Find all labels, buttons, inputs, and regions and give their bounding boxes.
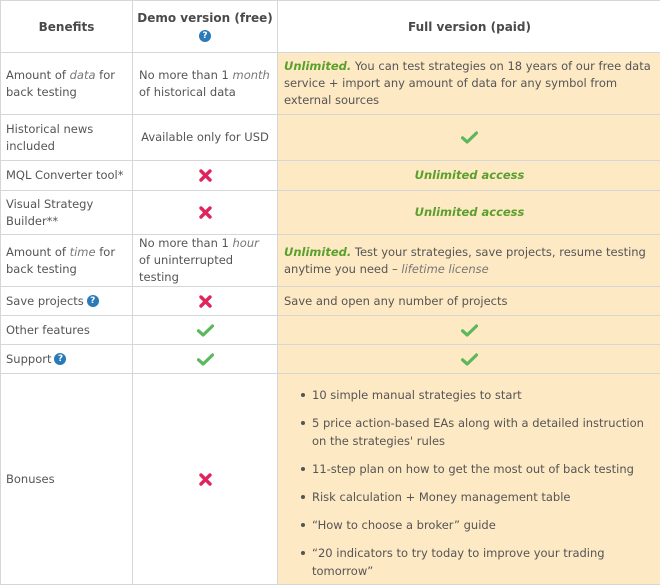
help-icon[interactable]: ? <box>199 30 211 42</box>
benefit-cell <box>1 235 133 287</box>
check-icon <box>461 324 478 337</box>
header-full: Full version (paid) <box>278 1 660 53</box>
list-item: “20 indicators to try today to improve your trading tomorrow” <box>312 544 655 580</box>
list-item: 5 price action-based EAs along with a detailed instruction on the strategies' rules <box>312 414 655 450</box>
cross-icon <box>199 295 212 308</box>
benefit-text: Amount of <box>6 245 70 259</box>
demo-cell <box>133 374 278 585</box>
full-cell: Save and open any number of projects <box>278 287 660 316</box>
benefit-cell: Other features <box>1 316 133 345</box>
cross-icon <box>199 169 212 182</box>
benefit-cell: Historical news included <box>1 115 133 161</box>
full-strong: Unlimited. <box>284 59 351 73</box>
demo-cell <box>133 287 278 316</box>
demo-cell <box>133 316 278 345</box>
benefit-cell <box>1 53 133 115</box>
full-text: Unlimited access <box>415 168 525 182</box>
row-other <box>1 316 660 345</box>
list-item: “How to choose a broker” guide <box>312 516 655 534</box>
full-text: Test your strategies, save projects, resume testing anytime you need – <box>284 245 646 276</box>
full-cell <box>278 345 660 374</box>
list-item: 10 simple manual strategies to start <box>312 386 655 404</box>
cross-icon <box>199 206 212 219</box>
full-cell <box>278 53 660 115</box>
benefit-emphasis: time <box>70 245 96 259</box>
row-bonuses <box>1 374 660 585</box>
help-icon[interactable]: ? <box>87 295 99 307</box>
full-cell <box>278 374 660 585</box>
row-data-amount <box>1 53 660 115</box>
demo-text-end: of historical data <box>139 85 236 99</box>
row-support <box>1 345 660 374</box>
benefit-text: Support <box>6 352 51 366</box>
row-time-amount <box>1 235 660 287</box>
full-text: You can test strategies on 18 years of our free data service + import any amount of data for any symbol from external sources <box>284 59 651 107</box>
demo-cell <box>133 235 278 287</box>
benefit-cell <box>1 345 133 374</box>
demo-emphasis: month <box>233 68 270 82</box>
header-benefits: Benefits <box>1 1 133 53</box>
check-icon <box>461 353 478 366</box>
benefit-text-end: for back testing <box>6 245 115 276</box>
full-cell <box>278 161 660 191</box>
benefit-emphasis: data <box>70 68 96 82</box>
full-emphasis: lifetime license <box>401 262 488 276</box>
benefit-cell: Bonuses <box>1 374 133 585</box>
full-cell <box>278 235 660 287</box>
benefit-text-end: for back testing <box>6 68 115 99</box>
benefit-text: Amount of <box>6 68 70 82</box>
demo-cell <box>133 345 278 374</box>
full-cell <box>278 191 660 235</box>
demo-cell <box>133 191 278 235</box>
check-icon <box>461 131 478 144</box>
bonus-list <box>284 386 655 580</box>
help-icon[interactable]: ? <box>54 353 66 365</box>
header-demo-label: Demo version (free) <box>137 11 273 25</box>
demo-cell <box>133 53 278 115</box>
full-cell <box>278 316 660 345</box>
benefit-text: Save projects <box>6 294 84 308</box>
demo-text: No more than 1 <box>139 236 233 250</box>
cross-icon <box>199 473 212 486</box>
demo-cell: Available only for USD <box>133 115 278 161</box>
check-icon <box>197 353 214 366</box>
full-text: Unlimited access <box>415 205 525 219</box>
full-cell <box>278 115 660 161</box>
benefit-cell: MQL Converter tool* <box>1 161 133 191</box>
list-item: Risk calculation + Money management table <box>312 488 655 506</box>
benefit-cell: Visual Strategy Builder** <box>1 191 133 235</box>
header-row <box>1 1 660 53</box>
demo-text-end: of uninterrupted testing <box>139 253 233 284</box>
full-strong: Unlimited. <box>284 245 351 259</box>
row-mql <box>1 161 660 191</box>
check-icon <box>197 324 214 337</box>
benefit-cell <box>1 287 133 316</box>
demo-text: No more than 1 <box>139 68 233 82</box>
demo-emphasis: hour <box>233 236 259 250</box>
header-demo <box>133 1 278 53</box>
row-save <box>1 287 660 316</box>
demo-cell <box>133 161 278 191</box>
row-news <box>1 115 660 161</box>
row-builder <box>1 191 660 235</box>
list-item: 11-step plan on how to get the most out of back testing <box>312 460 655 478</box>
